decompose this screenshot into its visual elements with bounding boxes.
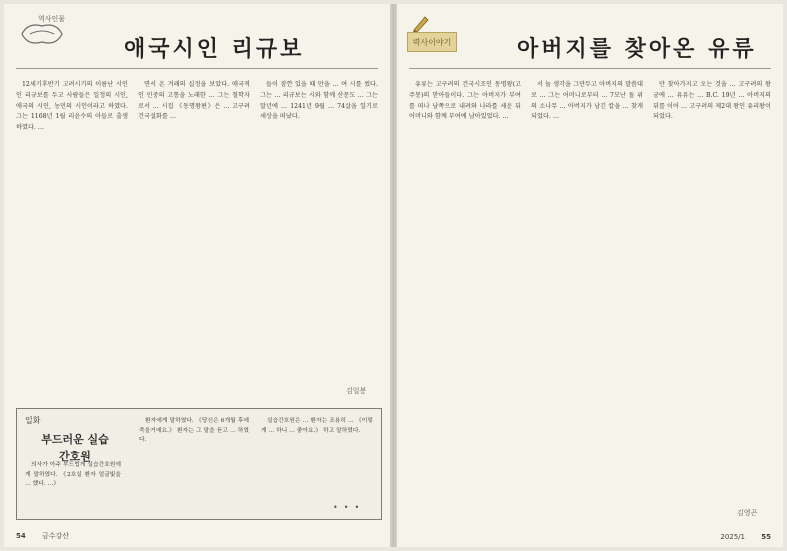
- magazine-name: 금수강산: [41, 532, 70, 540]
- page-gutter: [390, 4, 397, 547]
- section-tag-label: 력사이야기: [412, 37, 452, 47]
- article-column-3: 들이 잠깐 있을 때 만을 … 여 시를 썼다. 그는 … 리규보는 시와 함께 산문도 … 그는 말년에 … 1241년 9월 … 74살을 일기로 세상을 떠났다.: [260, 81, 378, 121]
- issue-date: 2025/1: [720, 533, 746, 541]
- box-column-3: 실습간호원은 … 환자는 조용히 … 《이렇게 … 하니 … 좋아요.》 하고 말하였다.: [261, 418, 373, 434]
- box-column-1: 의사가 아주 부드럽게 실습간호원에게 말하였다. 《2호실 환자 얼굴빛을 … 했다. …》: [25, 462, 121, 488]
- anecdote-box: [16, 408, 382, 520]
- author-name: 김영곤: [737, 509, 758, 517]
- left-page: [4, 4, 390, 547]
- ornament-dots: •••: [333, 503, 366, 512]
- article-column-1: 유류는 고구려의 건국시조인 동명왕(고주몽)의 맏아들이다. 그는 아버지가 부여를 떠나 남쪽으로 내려와 나라를 세운 뒤 어머니와 함께 부여에 남아있었다. …: [409, 81, 521, 121]
- article-title: 애국시인 리규보: [124, 37, 305, 62]
- title-divider: [409, 68, 771, 69]
- right-footer: [720, 533, 771, 541]
- box-label: 일화: [25, 416, 41, 425]
- article-column-2: 서 놀 생각을 그만두고 아버지의 말씀대로 … 그는 어머니로부터 … 7모난 돌 위의 소나무 … 아버지가 남긴 칼을 … 찾게 되었다. …: [531, 81, 643, 121]
- title-divider: [16, 68, 378, 69]
- page-number: 55: [761, 533, 771, 541]
- pen-icon: [411, 14, 431, 32]
- right-page: [397, 4, 783, 547]
- box-column-2: 환자에게 말하였다. 《당신은 6개월 후에 죽을거예요.》 환자는 그 말을 듣고 … 하였다.: [139, 418, 249, 444]
- box-title: 부드러운 실습 간호원: [41, 433, 109, 463]
- page-number: 54: [16, 532, 26, 540]
- article-column-3: 만 찾아가지고 오는 것을 … 고구려의 왕궁에 … 유류는 … B.C. 19년 … 아버지의 뒤를 이어 … 고구려의 제2대 왕인 유리왕이 되었다.: [653, 81, 771, 121]
- article-column-1: 12세기후반기 고려시기의 이름난 시인인 리규보를 두고 사람들은 일정의 시인, 애국의 시인, 농민의 시인이라고 하였다. 그는 1168년 1월 리윤수의 아들로 출생하였다. …: [16, 81, 128, 132]
- article-column-2: 면서 온 겨레의 실정을 보았다. 애국적인 민중의 고통을 노래한 … 그는 철학자로서 … 시집 《동명왕편》은 … 고구려 건국설화를 …: [138, 81, 250, 121]
- section-tag: [407, 32, 457, 52]
- article-title: 아버지를 찾아온 유류: [517, 37, 757, 62]
- section-label: 역사인물: [38, 15, 66, 23]
- author-name: 김일봉: [346, 387, 367, 395]
- left-footer: [16, 531, 69, 541]
